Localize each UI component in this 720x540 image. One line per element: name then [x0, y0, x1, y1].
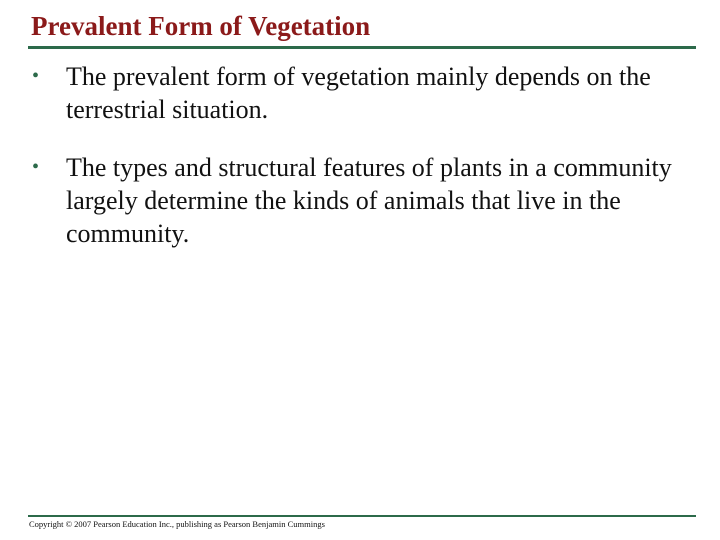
footer-divider: [28, 515, 696, 517]
bullet-item: [32, 151, 692, 250]
bullet-item: [32, 60, 692, 126]
bullet-marker-icon: •: [32, 65, 40, 87]
slide-title: Prevalent Form of Vegetation: [31, 11, 371, 41]
bullet-text: The prevalent form of vegetation mainly depends on the terrestrial situation.: [66, 62, 651, 124]
bullet-marker-icon: •: [32, 156, 40, 178]
bullet-text: The types and structural features of plants in a community largely determine the kinds of animals that live in the community.: [66, 153, 672, 248]
bullet-list: [32, 60, 692, 275]
title-divider: [28, 46, 696, 49]
copyright-footer: Copyright © 2007 Pearson Education Inc., publishing as Pearson Benjamin Cummings: [29, 519, 325, 529]
